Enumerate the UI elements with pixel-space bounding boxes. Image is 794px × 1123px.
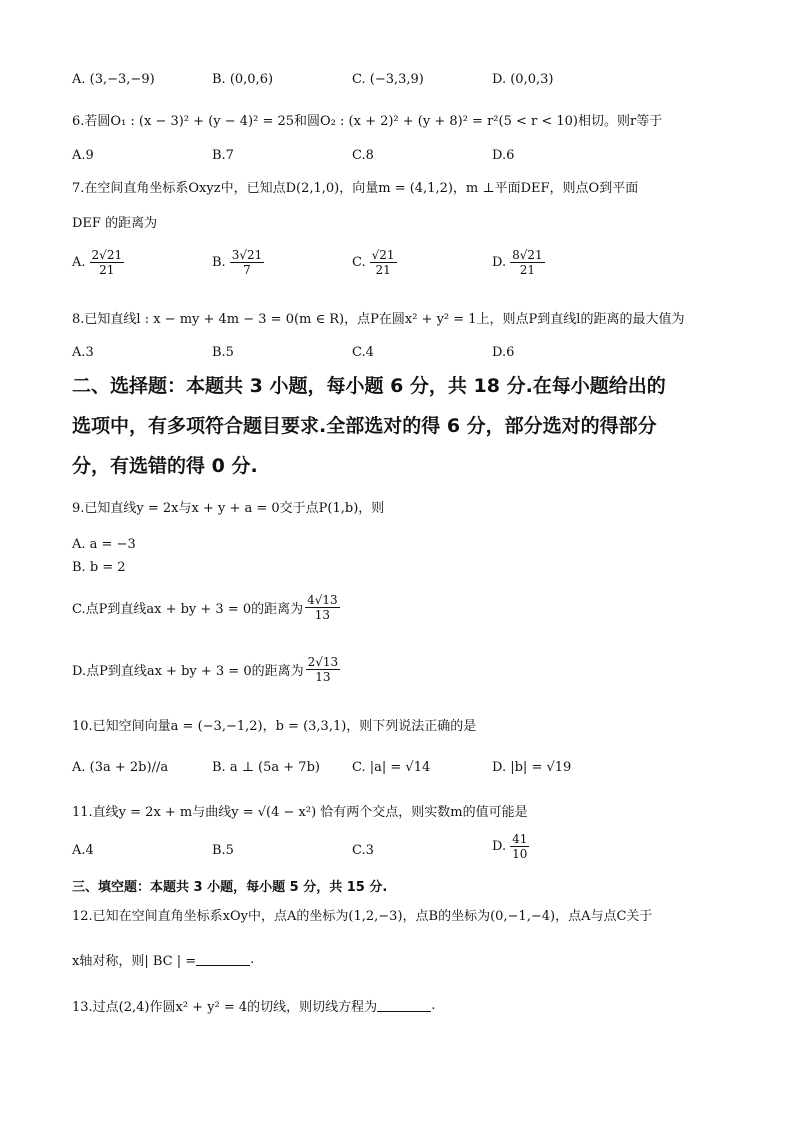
section-2-line2: 选项中，有多项符合题目要求.全部选对的得 6 分，部分选对的得部分 [72,415,657,437]
option-b: B.5 [212,345,234,360]
period: . [431,998,436,1013]
denominator: 10 [512,847,528,861]
fraction [510,248,545,277]
option-b: B. (0,0,6) [212,72,274,87]
question-12-line2 [72,950,254,969]
fraction [306,655,341,684]
option-text: D.点P到直线ax + by + 3 = 0的距离为 [72,664,304,679]
numerator: 2√13 [307,655,339,669]
option-c [352,248,399,277]
option-d: D. |b| = √19 [492,760,572,775]
option-d [492,832,531,861]
question-9-stem: 9.已知直线y = 2x与x + y + a = 0交于点P(1,b)，则 [72,501,385,516]
option-a: A. (3,−3,−9) [72,72,155,87]
numerator: 4√13 [307,593,338,607]
answer-blank[interactable] [377,999,431,1012]
q7-options [72,248,722,288]
question-12-line1: 12.已知在空间直角坐标系xOy中，点A的坐标为(1,2,−3)，点B的坐标为(0,−1,−4)，点A与点C关于 [72,909,653,924]
numerator: 3√21 [231,248,263,262]
q5-options [72,72,722,98]
option-c: C.3 [352,843,374,858]
q9-option-c [72,593,342,622]
section-2-line3: 分，有选错的得 0 分. [72,455,258,477]
option-d: D.6 [492,345,515,360]
option-c: C. (−3,3,9) [352,72,424,87]
section-2-line1: 二、选择题：本题共 3 小题，每小题 6 分，共 18 分.在每小题给出的 [72,375,666,397]
fraction [510,832,529,861]
option-label: B. [212,255,226,270]
option-d: D.6 [492,148,515,163]
option-c: C.8 [352,148,374,163]
option-c: C. |a| = √14 [352,760,431,775]
section-3-heading: 三、填空题：本题共 3 小题，每小题 5 分，共 15 分. [72,880,388,895]
q10-options [72,760,722,786]
section-2-heading [72,366,732,486]
fraction [230,248,265,277]
denominator: 21 [99,263,115,277]
denominator: 13 [314,608,331,622]
q6-options [72,148,722,174]
question-7-stem-line1: 7.在空间直角坐标系Oxyz中，已知点D(2,1,0)，向量m = (4,1,2)，m ⊥平面DEF，则点O到平面 [72,181,639,196]
q11-options [72,832,722,872]
option-d [492,248,547,277]
fraction [305,593,340,622]
question-text: 13.过点(2,4)作圆x² + y² = 4的切线，则切线方程为 [72,1000,378,1015]
option-a: A.3 [72,345,94,360]
question-6-stem: 6.若圆O₁ : (x − 3)² + (y − 4)² = 25和圆O₂ : (x + 2)² + (y + 8)² = r²(5 < r < 10)相切。则r等于 [72,114,663,129]
option-label: D. [492,255,507,270]
numerator: 8√21 [512,248,543,262]
option-b: B.5 [212,843,234,858]
denominator: 21 [375,263,391,277]
option-b [212,248,266,277]
question-10-stem: 10.已知空间向量a = (−3,−1,2)，b = (3,3,1)，则下列说法正确的是 [72,719,477,734]
option-a: A.4 [72,843,94,858]
option-d: D. (0,0,3) [492,72,554,87]
question-11-stem: 11.直线y = 2x + m与曲线y = √(4 − x²) 恰有两个交点，则实数m的值可能是 [72,805,528,820]
q9-option-b: B. b = 2 [72,560,126,575]
option-text: C.点P到直线ax + by + 3 = 0的距离为 [72,602,304,617]
denominator: 21 [519,263,536,277]
fraction [370,248,397,277]
option-b: B. a ⊥ (5a + 7b) [212,760,320,775]
option-a [72,248,126,277]
answer-blank[interactable] [196,953,250,966]
option-label: D. [492,839,507,854]
numerator: 2√21 [91,248,123,262]
option-a: A.9 [72,148,94,163]
question-13 [72,996,435,1015]
numerator: 41 [512,832,528,846]
question-text: x轴对称，则| BC | = [72,954,197,969]
period: . [250,952,255,967]
option-a: A. (3a + 2b)//a [72,760,169,775]
q9-option-a: A. a = −3 [72,537,136,552]
option-b: B.7 [212,148,234,163]
denominator: 13 [315,670,331,684]
numerator: √21 [371,248,395,262]
option-label: A. [72,255,86,270]
fraction [90,248,125,277]
question-8-stem: 8.已知直线l : x − my + 4m − 3 = 0(m ∈ R)，点P在圆x² + y² = 1上，则点P到直线l的距离的最大值为 [72,312,685,327]
option-label: C. [352,255,366,270]
denominator: 7 [243,263,251,277]
option-c: C.4 [352,345,374,360]
q9-option-d [72,655,342,684]
question-7-stem-line2: DEF 的距离为 [72,216,158,231]
